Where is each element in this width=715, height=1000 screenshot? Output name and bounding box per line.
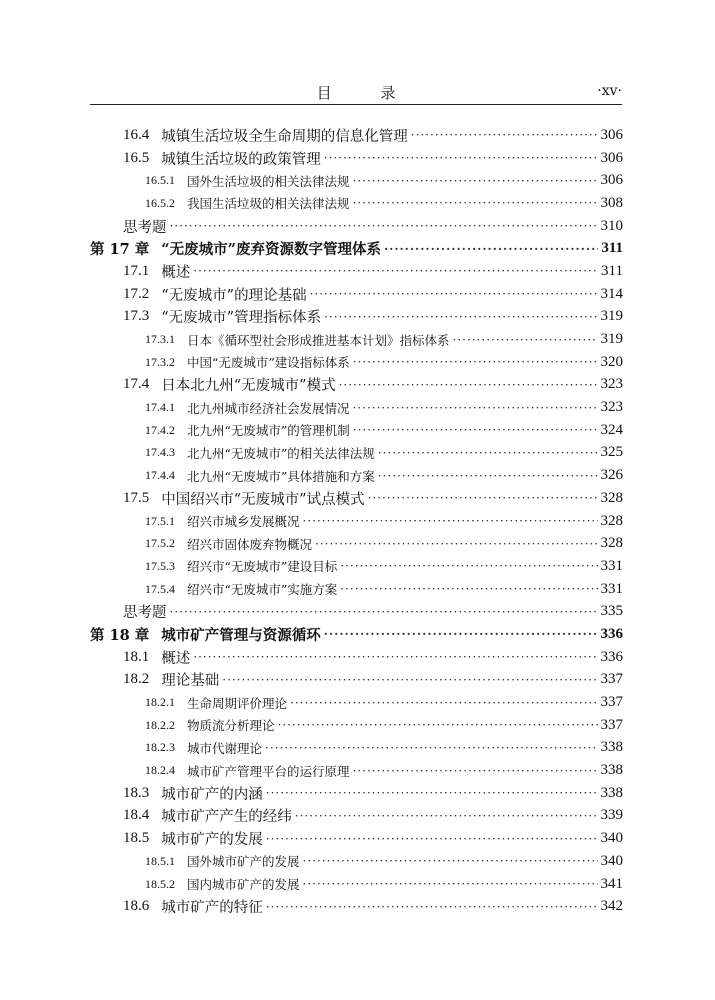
toc-entry[interactable] xyxy=(90,532,623,555)
toc-entry-number: 18.2.1 xyxy=(145,695,175,710)
dot-leader xyxy=(265,741,597,755)
toc-entry-title: 城镇生活垃圾的政策管理 xyxy=(161,151,321,168)
toc-entry-page: 319 xyxy=(600,308,623,325)
toc-entry[interactable] xyxy=(90,827,623,850)
toc-entry-number: 第 18 章 xyxy=(90,626,150,644)
toc-entry-number: 18.1 xyxy=(123,648,150,665)
toc-entry-number: 18.2.4 xyxy=(145,763,175,778)
dot-leader xyxy=(453,333,598,347)
toc-entry-page: 340 xyxy=(600,830,623,847)
toc-entry[interactable] xyxy=(90,283,623,306)
toc-entry-title: “无废城市”的理论基础 xyxy=(161,287,307,304)
toc-entry-title: 城市矿产产生的经纬 xyxy=(161,809,292,826)
dot-leader xyxy=(303,877,598,891)
toc-entry-title: 绍兴市城乡发展概况 xyxy=(187,514,300,530)
toc-entry[interactable] xyxy=(90,669,623,692)
toc-entry-number: 16.5.2 xyxy=(145,195,175,210)
toc-entry-title: 物质流分析理论 xyxy=(187,718,275,734)
toc-entry-title: 城市矿产的发展 xyxy=(161,832,263,849)
toc-entry[interactable] xyxy=(90,578,623,601)
toc-entry-number: 16.5 xyxy=(123,149,150,166)
toc-entry-page: 331 xyxy=(600,557,623,574)
toc-entry[interactable] xyxy=(90,169,623,192)
toc-entry[interactable] xyxy=(90,374,623,397)
toc-entry-number: 16.4 xyxy=(123,126,150,143)
toc-entry-page: 338 xyxy=(600,784,623,801)
toc-entry-number: 18.4 xyxy=(123,807,150,824)
dot-leader xyxy=(193,650,597,664)
toc-entry-title: 思考题 xyxy=(123,219,167,236)
toc-entry[interactable] xyxy=(90,260,623,283)
toc-entry-page: 339 xyxy=(600,807,623,824)
toc-entry-title: 概述 xyxy=(161,650,191,667)
header-title: 目 录 xyxy=(316,84,418,102)
toc-entry-page: 328 xyxy=(600,489,623,506)
toc-entry-number: 17.4.2 xyxy=(145,422,175,437)
dot-leader xyxy=(193,264,598,278)
toc-entry-title: 北九州“无废城市”具体措施和方案 xyxy=(187,468,375,484)
toc-entry[interactable] xyxy=(90,328,623,351)
dot-leader xyxy=(266,786,598,800)
toc-entry-number: 17.4 xyxy=(123,376,150,393)
toc-entry-title: 北九州城市经济社会发展情况 xyxy=(187,400,350,416)
toc-entry[interactable] xyxy=(90,306,623,329)
toc-chapter-entry[interactable] xyxy=(90,237,623,260)
toc-entry-page: 306 xyxy=(600,126,623,143)
toc-entry[interactable] xyxy=(90,850,623,873)
toc-entry-title: 城市矿产的特征 xyxy=(161,900,263,917)
toc-entry-number: 18.5 xyxy=(123,830,150,847)
page-header xyxy=(90,82,622,105)
toc-entry-page: 335 xyxy=(600,603,623,620)
toc-entry[interactable] xyxy=(90,555,623,578)
toc-entry-page: 306 xyxy=(600,172,623,189)
toc-entry[interactable] xyxy=(90,714,623,737)
toc-entry-title: 城市矿产管理平台的运行原理 xyxy=(187,763,350,779)
toc-entry-title: 国外生活垃圾的相关法律法规 xyxy=(187,173,350,189)
dot-leader xyxy=(411,128,598,142)
dot-leader xyxy=(310,287,598,301)
toc-entry-page: 337 xyxy=(600,671,623,688)
toc-entry-title: 中国“无废城市”建设指标体系 xyxy=(187,355,350,371)
toc-entry-number: 17.3 xyxy=(123,308,150,325)
toc-entry[interactable] xyxy=(90,737,623,760)
toc-entry-number: 18.2.3 xyxy=(145,740,175,755)
toc-entry-page: 324 xyxy=(600,421,623,438)
dot-leader xyxy=(384,242,598,256)
toc-entry-page: 311 xyxy=(601,240,623,257)
toc-entry-title: 日本《循环型社会形成推进基本计划》指标体系 xyxy=(187,332,450,348)
toc-entry[interactable] xyxy=(90,805,623,828)
toc-entry-page: 328 xyxy=(600,535,623,552)
header-page-number: ·xv· xyxy=(597,83,622,99)
toc-entry-number: 17.5.3 xyxy=(145,558,175,573)
toc-entry-page: 311 xyxy=(601,262,623,279)
toc-entry-title: 绍兴市“无废城市”建设目标 xyxy=(187,559,338,575)
toc-entry-page: 337 xyxy=(600,716,623,733)
dot-leader xyxy=(315,537,597,551)
dot-leader xyxy=(222,673,597,687)
toc-entry-page: 308 xyxy=(600,194,623,211)
dot-leader xyxy=(170,219,598,233)
toc-entry-title: “无废城市”废弃资源数字管理体系 xyxy=(161,241,381,259)
toc-entry[interactable] xyxy=(90,147,623,170)
toc-entry-page: 336 xyxy=(600,648,623,665)
toc-entry[interactable] xyxy=(90,510,623,533)
dot-leader xyxy=(295,809,598,823)
dot-leader xyxy=(378,446,598,460)
toc-entry[interactable] xyxy=(90,895,623,918)
dot-leader xyxy=(290,696,597,710)
toc-entry[interactable] xyxy=(90,646,623,669)
toc-entry-title: 城镇生活垃圾全生命周期的信息化管理 xyxy=(161,128,408,145)
toc-entry-page: 337 xyxy=(600,694,623,711)
toc-entry-number: 第 17 章 xyxy=(90,241,150,259)
toc-entry-number: 17.5 xyxy=(123,489,150,506)
toc-entry-title: 思考题 xyxy=(123,605,167,622)
dot-leader xyxy=(353,423,598,437)
dot-leader xyxy=(324,310,597,324)
dot-leader xyxy=(324,627,598,641)
dot-leader xyxy=(378,469,598,483)
toc-entry-page: 326 xyxy=(600,467,623,484)
dot-leader xyxy=(303,854,598,868)
dot-leader xyxy=(278,718,598,732)
toc-entry-title: 生命周期评价理论 xyxy=(187,695,288,711)
toc-entry-page: 338 xyxy=(600,762,623,779)
toc-entry-title: 城市矿产管理与资源循环 xyxy=(161,626,321,644)
toc-entry-number: 17.5.4 xyxy=(145,581,175,596)
toc-entry-title: 中国绍兴市“无废城市”试点模式 xyxy=(161,491,365,508)
toc-entry-number: 17.5.1 xyxy=(145,513,175,528)
toc-entry-page: 341 xyxy=(600,875,623,892)
toc-entry-number: 18.2 xyxy=(123,671,150,688)
toc-entry[interactable] xyxy=(90,487,623,510)
toc-entry-title: 理论基础 xyxy=(161,673,220,690)
toc-entry-page: 323 xyxy=(600,399,623,416)
toc-entry-title: 我国生活垃圾的相关法律法规 xyxy=(187,196,350,212)
toc-entry-number: 18.5.1 xyxy=(145,853,175,868)
toc-entry[interactable] xyxy=(90,759,623,782)
toc-entry-page: 325 xyxy=(600,444,623,461)
toc-entry-title: 北九州“无废城市”的管理机制 xyxy=(187,423,350,439)
toc-entry-number: 18.2.2 xyxy=(145,717,175,732)
dot-leader xyxy=(170,605,598,619)
toc-entry-page: 336 xyxy=(600,625,623,642)
toc-questions-entry[interactable] xyxy=(90,600,623,623)
dot-leader xyxy=(303,514,598,528)
toc-entry-title: 日本北九州“无废城市”模式 xyxy=(161,378,336,395)
toc-entry-page: 323 xyxy=(600,376,623,393)
toc-entry-number: 17.5.2 xyxy=(145,536,175,551)
table-of-contents xyxy=(90,124,623,918)
toc-entry-page: 310 xyxy=(600,217,623,234)
toc-entry[interactable] xyxy=(90,351,623,374)
dot-leader xyxy=(266,900,598,914)
toc-entry-page: 306 xyxy=(600,149,623,166)
toc-entry-number: 18.6 xyxy=(123,898,150,915)
dot-leader xyxy=(339,378,598,392)
toc-entry-title: 国内城市矿产的发展 xyxy=(187,877,300,893)
toc-entry-title: 绍兴市“无废城市”实施方案 xyxy=(187,582,338,598)
dot-leader xyxy=(353,764,598,778)
toc-entry-page: 320 xyxy=(600,353,623,370)
toc-entry-number: 16.5.1 xyxy=(145,173,175,188)
dot-leader xyxy=(353,355,598,369)
toc-questions-entry[interactable] xyxy=(90,215,623,238)
toc-entry-number: 17.1 xyxy=(123,262,150,279)
toc-entry-number: 17.2 xyxy=(123,285,150,302)
toc-entry-number: 17.3.1 xyxy=(145,332,175,347)
toc-entry[interactable] xyxy=(90,442,623,465)
toc-entry-title: 城市矿产的内涵 xyxy=(161,786,263,803)
toc-entry[interactable] xyxy=(90,419,623,442)
toc-chapter-entry[interactable] xyxy=(90,623,623,646)
toc-entry-page: 342 xyxy=(600,898,623,915)
toc-entry-number: 18.5.2 xyxy=(145,876,175,891)
toc-entry[interactable] xyxy=(90,691,623,714)
toc-entry-page: 319 xyxy=(600,331,623,348)
toc-entry-number: 17.3.2 xyxy=(145,354,175,369)
dot-leader xyxy=(353,196,598,210)
toc-entry[interactable] xyxy=(90,873,623,896)
toc-entry-page: 314 xyxy=(600,285,623,302)
toc-entry-number: 17.4.4 xyxy=(145,468,175,483)
dot-leader xyxy=(353,174,598,188)
toc-entry[interactable] xyxy=(90,124,623,147)
toc-entry-title: 概述 xyxy=(161,264,191,281)
toc-entry-title: 绍兴市固体废弃物概况 xyxy=(187,536,313,552)
toc-entry[interactable] xyxy=(90,192,623,215)
toc-entry-number: 17.4.1 xyxy=(145,400,175,415)
toc-entry-number: 17.4.3 xyxy=(145,445,175,460)
toc-entry[interactable] xyxy=(90,396,623,419)
toc-entry-title: “无废城市”管理指标体系 xyxy=(161,310,322,327)
toc-entry-page: 331 xyxy=(600,580,623,597)
dot-leader xyxy=(368,491,598,505)
toc-entry[interactable] xyxy=(90,782,623,805)
toc-entry-page: 328 xyxy=(600,512,623,529)
dot-leader xyxy=(266,832,598,846)
toc-entry-page: 340 xyxy=(600,852,623,869)
dot-leader xyxy=(340,559,597,573)
toc-entry-title: 国外城市矿产的发展 xyxy=(187,854,300,870)
dot-leader xyxy=(353,401,598,415)
dot-leader xyxy=(340,582,597,596)
dot-leader xyxy=(324,151,598,165)
toc-entry-title: 北九州“无废城市”的相关法律法规 xyxy=(187,445,375,461)
toc-entry-title: 城市代谢理论 xyxy=(187,740,263,756)
toc-entry-page: 338 xyxy=(600,739,623,756)
toc-entry-number: 18.3 xyxy=(123,784,150,801)
toc-entry[interactable] xyxy=(90,464,623,487)
